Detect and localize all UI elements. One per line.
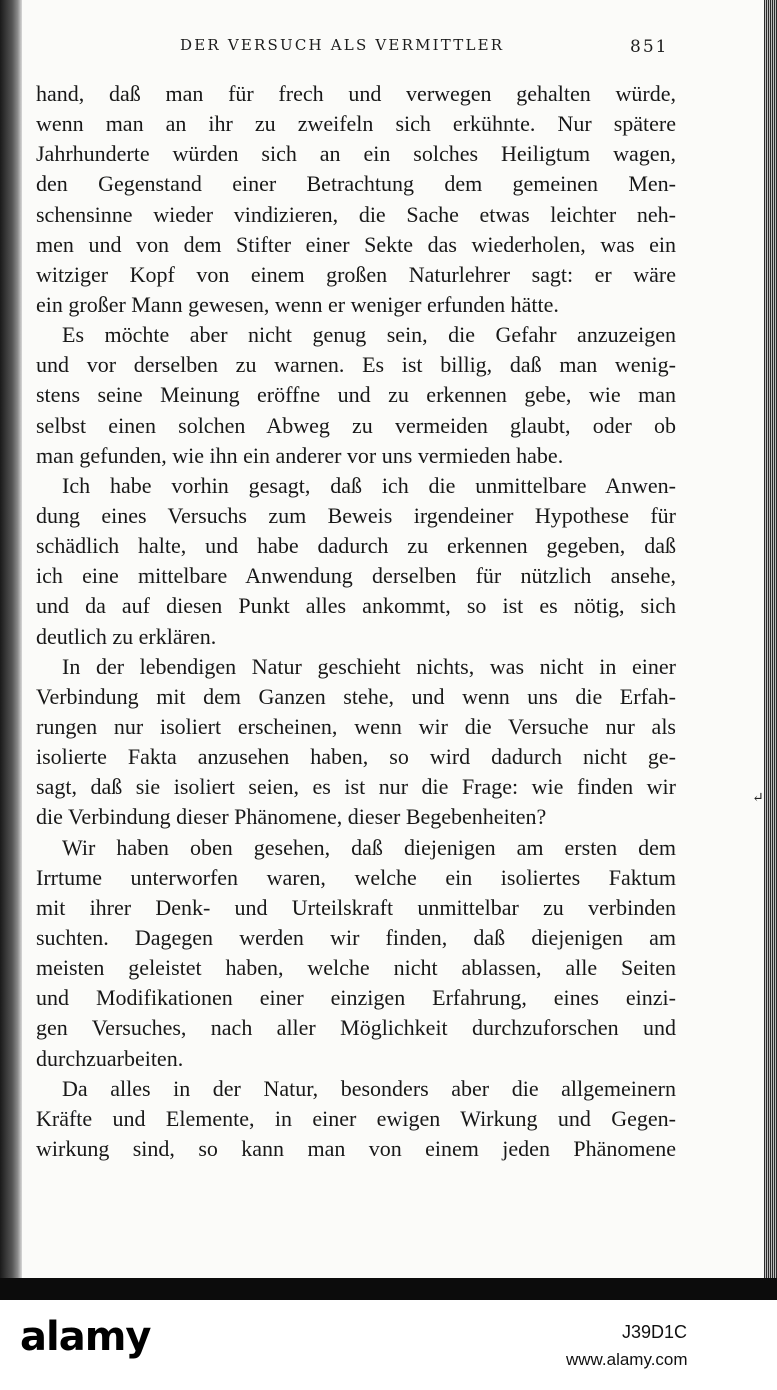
text-line: isolierte Fakta anzusehen haben, so wird dadurch nicht ge- <box>36 744 676 770</box>
margin-arrow-icon: ↵ <box>752 790 764 806</box>
text-line: stens seine Meinung eröffne und zu erkennen gebe, wie man <box>36 382 676 408</box>
page-bottom-edge <box>0 1278 777 1300</box>
text-line: die Verbindung dieser Phänomene, dieser Begebenheiten? <box>36 804 547 830</box>
text-line: Da alles in der Natur, besonders aber die allgemeinern <box>62 1075 676 1101</box>
text-line: Irrtume unterworfen waren, welche ein isoliertes Faktum <box>36 864 676 890</box>
text-line: ein großer Mann gewesen, wenn er weniger erfunden hätte. <box>36 291 559 317</box>
text-line: Es möchte aber nicht genug sein, die Gefahr anzuzeigen <box>62 322 676 348</box>
alamy-logo: alamy <box>20 1314 151 1360</box>
text-line: und da auf diesen Punkt alles ankommt, so ist es nötig, sich <box>36 593 676 619</box>
text-line: schädlich halte, und habe dadurch zu erkennen gegeben, daß <box>36 533 676 559</box>
text-line: man gefunden, wie ihn ein anderer vor uns vermieden habe. <box>36 442 564 468</box>
book-spine-shadow <box>0 0 22 1300</box>
text-line: den Gegenstand einer Betrachtung dem gemeinen Men- <box>36 171 676 197</box>
text-line: durchzuarbeiten. <box>36 1045 184 1071</box>
text-line: hand, daß man für frech und verwegen gehalten würde, <box>36 81 676 106</box>
text-line: rungen nur isoliert erscheinen, wenn wir die Versuche nur als <box>36 713 676 739</box>
text-line: selbst einen solchen Abweg zu vermeiden glaubt, oder ob <box>36 412 676 438</box>
text-line: ich eine mittelbare Anwendung derselben für nützlich ansehe, <box>36 563 676 589</box>
text-line: In der lebendigen Natur geschieht nichts, was nicht in einer <box>62 653 676 679</box>
text-line: Ich habe vorhin gesagt, daß ich die unmittelbare Anwen- <box>62 472 676 498</box>
text-line: und Modifikationen einer einzigen Erfahrung, eines einzi- <box>36 985 676 1011</box>
text-line: Verbindung mit dem Ganzen stehe, und wenn uns die Erfah- <box>36 683 676 709</box>
text-line: suchten. Dagegen werden wir finden, daß diejenigen am <box>36 924 676 950</box>
text-line: deutlich zu erklären. <box>36 623 217 649</box>
text-line: witziger Kopf von einem großen Naturlehrer sagt: er wäre <box>36 261 676 287</box>
page-number: 851 <box>630 37 669 57</box>
text-line: Jahrhunderte würden sich an ein solches Heiligtum wagen, <box>36 141 676 167</box>
text-line: dung eines Versuchs zum Beweis irgendeiner Hypothese für <box>36 502 676 528</box>
text-line: mit ihrer Denk- und Urteilskraft unmittelbar zu verbinden <box>36 894 676 920</box>
text-line: wirkung sind, so kann man von einem jeden Phänomene <box>36 1135 676 1161</box>
page-edge-stack <box>764 0 777 1300</box>
text-line: gen Versuches, nach aller Möglichkeit durchzuforschen und <box>36 1015 676 1041</box>
text-line: und vor derselben zu warnen. Es ist billig, daß man wenig- <box>36 352 676 378</box>
text-line: Kräfte und Elemente, in einer ewigen Wirkung und Gegen- <box>36 1105 676 1131</box>
text-line: Wir haben oben gesehen, daß diejenigen am ersten dem <box>62 834 676 860</box>
text-line: men und von dem Stifter einer Sekte das wiederholen, was ein <box>36 231 676 257</box>
site-url: www.alamy.com <box>566 1350 688 1369</box>
text-line: meisten geleistet haben, welche nicht ablassen, alle Seiten <box>36 955 676 981</box>
text-line: wenn man an ihr zu zweifeln sich erkühnte. Nur spätere <box>36 111 676 137</box>
body-text <box>36 79 676 1164</box>
text-line: schensinne wieder vindizieren, die Sache etwas leichter neh- <box>36 201 676 227</box>
running-title: DER VERSUCH ALS VERMITTLER <box>180 36 505 54</box>
image-id: J39D1C <box>622 1322 688 1342</box>
text-line: sagt, daß sie isoliert seien, es ist nur die Frage: wie finden wir <box>36 774 676 800</box>
